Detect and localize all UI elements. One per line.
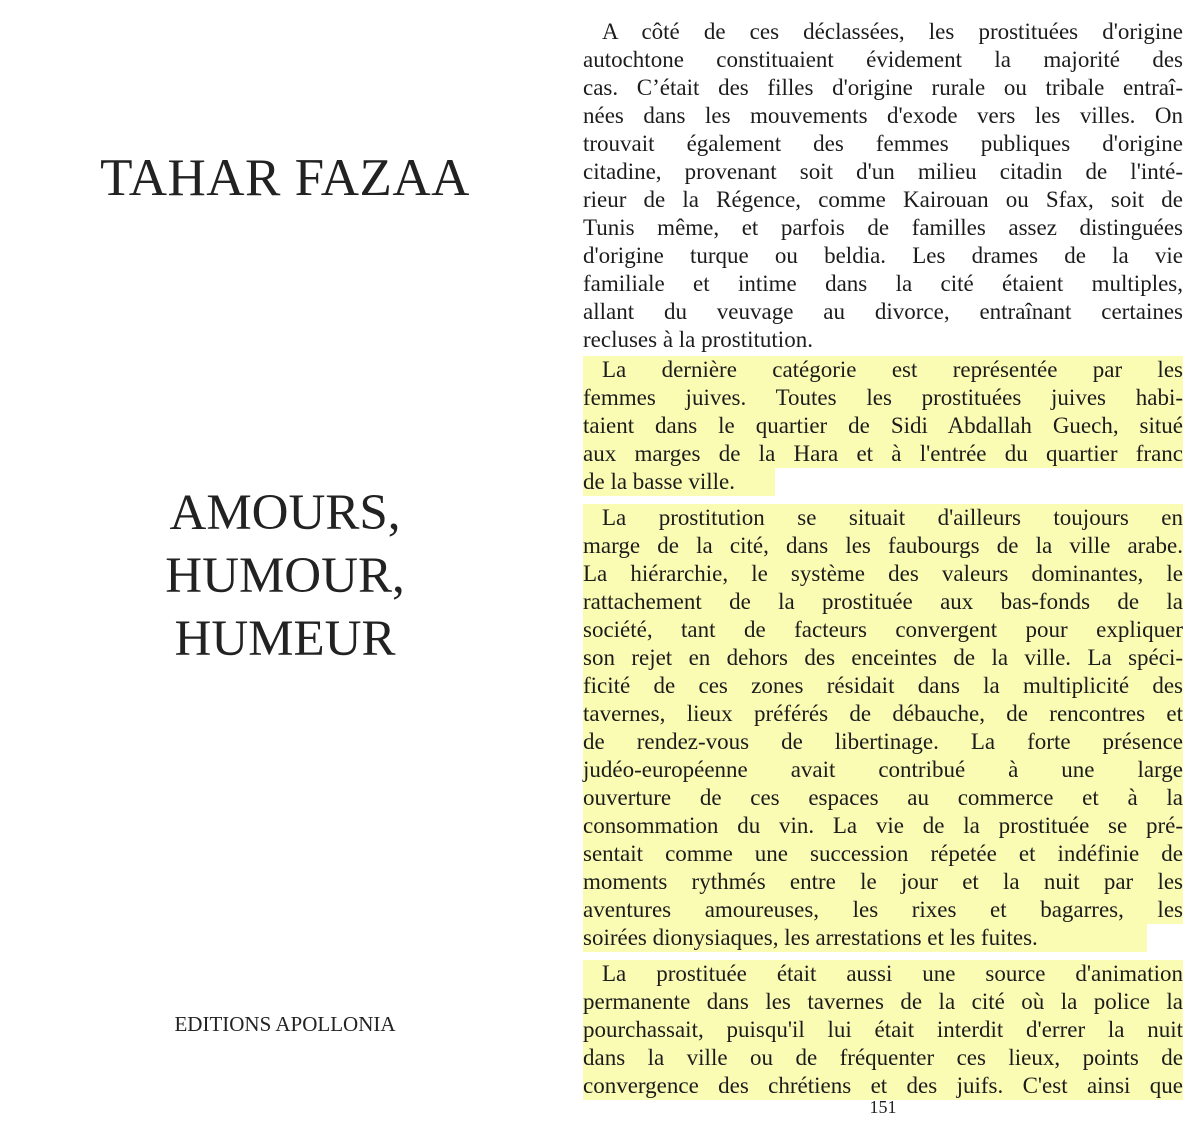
publisher-name: EDITIONS APOLLONIA — [174, 1012, 396, 1036]
highlighted-text-line: société, tant de facteurs convergent pour expliquer — [583, 617, 1183, 642]
text-line: rieur de la Régence, comme Kairouan ou Sfax, soit de — [583, 187, 1183, 212]
highlighted-text-line: La prostitution se situait d'ailleurs toujours en — [583, 504, 1183, 532]
highlighted-text-line: dans la ville ou de fréquenter ces lieux, points de — [583, 1045, 1183, 1070]
text-line: citadine, provenant soit d'un milieu citadin de l'inté- — [583, 159, 1183, 184]
highlighted-text-line: ouverture de ces espaces au commerce et à la — [583, 785, 1183, 810]
highlighted-text-line: judéo-européenne avait contribué à une large — [583, 757, 1183, 782]
text-line: d'origine turque ou beldia. Les drames de la vie — [583, 243, 1183, 268]
book-cover — [0, 0, 570, 1137]
highlighted-text-line: femmes juives. Toutes les prostituées juives habi- — [583, 385, 1183, 410]
book-page — [583, 18, 1183, 1098]
highlighted-text-line: La prostituée était aussi une source d'animation — [583, 960, 1183, 988]
title-line: HUMOUR, — [165, 548, 405, 604]
highlighted-text-line: moments rythmés entre le jour et la nuit par les — [583, 869, 1183, 894]
highlighted-text-line: soirées dionysiaques, les arrestations et les fuites. — [583, 924, 1147, 952]
highlighted-text-line: aux marges de la Hara et à l'entrée du quartier franc — [583, 441, 1183, 466]
highlighted-text-line: La hiérarchie, le système des valeurs dominantes, le — [583, 561, 1183, 586]
highlighted-text-line: convergence des chrétiens et des juifs. C'est ainsi que — [583, 1073, 1183, 1098]
highlighted-text-line: consommation du vin. La vie de la prostituée se pré- — [583, 813, 1183, 838]
highlighted-text-line: aventures amoureuses, les rixes et bagarres, les — [583, 897, 1183, 922]
text-line: cas. C’était des filles d'origine rurale ou tribale entraî- — [583, 75, 1183, 100]
text-line: A côté de ces déclassées, les prostituées d'origine — [602, 19, 1183, 44]
highlighted-text-line: ficité de ces zones résidait dans la multiplicité des — [583, 673, 1183, 698]
highlighted-text-line: taient dans le quartier de Sidi Abdallah Guech, situé — [583, 413, 1183, 438]
text-line: autochtone constituaient évidement la majorité des — [583, 47, 1183, 72]
highlighted-text-line: son rejet en dehors des enceintes de la ville. La spéci- — [583, 645, 1183, 670]
title-line: AMOURS, — [169, 485, 401, 541]
highlighted-text-line: rattachement de la prostituée aux bas-fonds de la — [583, 589, 1183, 614]
highlighted-text-line: marge de la cité, dans les faubourgs de la ville arabe. — [583, 533, 1183, 558]
text-line: familiale et intime dans la cité étaient multiples, — [583, 271, 1183, 296]
highlighted-text-line: pourchassait, puisqu'il lui était interdit d'errer la nuit — [583, 1017, 1183, 1042]
highlighted-text-line: permanente dans les tavernes de la cité où la police la — [583, 989, 1183, 1014]
title-line: HUMEUR — [174, 611, 396, 667]
text-line: trouvait également des femmes publiques d'origine — [583, 131, 1183, 156]
highlighted-text-line: sentait comme une succession répetée et indéfinie de — [583, 841, 1183, 866]
text-line: recluses à la prostitution. — [583, 327, 813, 352]
page-number: 151 — [869, 1097, 897, 1117]
author-name: TAHAR FAZAA — [100, 149, 470, 207]
highlighted-text-line: de la basse ville. — [583, 468, 775, 496]
text-line: allant du veuvage au divorce, entraînant certaines — [583, 299, 1183, 324]
highlighted-text-line: tavernes, lieux préférés de débauche, de rencontres et — [583, 701, 1183, 726]
highlighted-text-line: La dernière catégorie est représentée par les — [583, 356, 1183, 384]
book-title — [0, 482, 570, 671]
highlighted-text-line: de rendez-vous de libertinage. La forte présence — [583, 729, 1183, 754]
text-line: nées dans les mouvements d'exode vers les villes. On — [583, 103, 1183, 128]
text-line: Tunis même, et parfois de familles assez distinguées — [583, 215, 1183, 240]
